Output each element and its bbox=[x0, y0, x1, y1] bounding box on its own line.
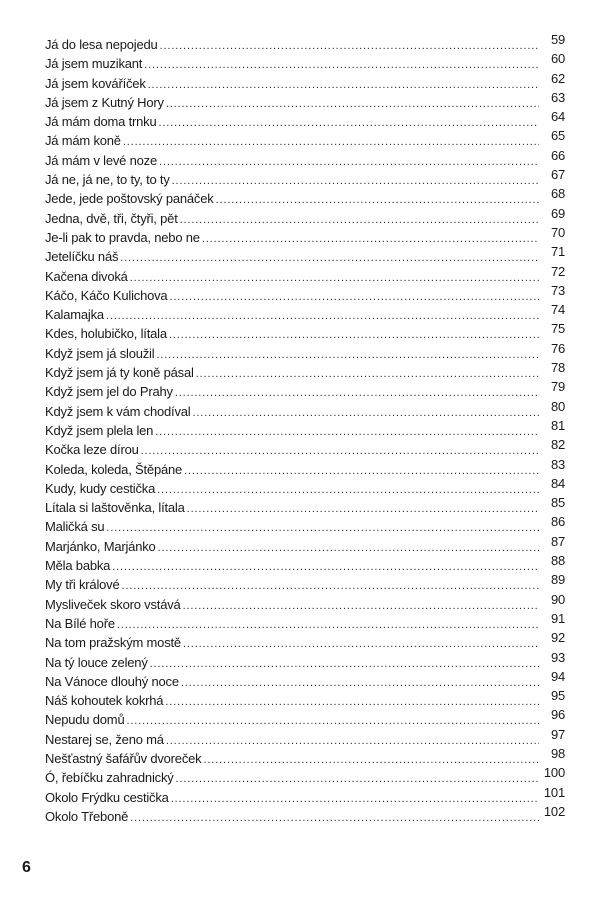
toc-entry-page: 97 bbox=[550, 726, 565, 742]
toc-entry bbox=[45, 591, 565, 614]
toc-entry-page: 87 bbox=[550, 533, 565, 549]
toc-entry-page: 94 bbox=[550, 668, 565, 684]
toc-entry bbox=[45, 475, 565, 498]
toc-entry bbox=[45, 745, 565, 768]
toc-entry-page: 74 bbox=[550, 302, 565, 318]
dot-leader bbox=[196, 365, 539, 384]
toc-entry bbox=[45, 263, 565, 286]
toc-entry-title: Na Bílé hoře bbox=[45, 615, 115, 631]
dot-leader bbox=[126, 712, 539, 731]
toc-entry bbox=[45, 630, 565, 652]
dot-leader bbox=[158, 539, 539, 558]
toc-entry bbox=[45, 668, 565, 691]
toc-entry-title: Já jsem z Kutný Hory bbox=[45, 94, 164, 110]
toc-entry bbox=[45, 32, 565, 54]
toc-entry bbox=[45, 340, 565, 363]
toc-entry-page: 79 bbox=[550, 379, 565, 395]
dot-leader bbox=[160, 37, 539, 56]
toc-entry bbox=[45, 379, 565, 401]
toc-entry-title: Nešťastný šafářův dvoreček bbox=[45, 750, 202, 766]
page-number: 6 bbox=[22, 859, 31, 876]
toc-entry-title: Když jsem já sloužil bbox=[45, 345, 155, 361]
toc-entry bbox=[45, 572, 565, 594]
toc-entry-page: 65 bbox=[550, 128, 565, 144]
toc-entry bbox=[45, 649, 565, 672]
dot-leader bbox=[156, 346, 539, 365]
toc-entry-page: 63 bbox=[550, 89, 565, 105]
dot-leader bbox=[130, 269, 539, 288]
toc-entry bbox=[45, 553, 565, 575]
toc-entry-page: 100 bbox=[543, 765, 565, 781]
dot-leader bbox=[184, 462, 539, 481]
dot-leader bbox=[183, 597, 539, 616]
toc-entry-title: Okolo Frýdku cestička bbox=[45, 789, 169, 805]
dot-leader bbox=[123, 133, 539, 152]
dot-leader bbox=[192, 404, 539, 423]
dot-leader bbox=[159, 153, 539, 172]
toc-entry bbox=[45, 302, 565, 324]
toc-entry bbox=[45, 224, 565, 247]
toc-entry bbox=[45, 456, 565, 479]
toc-entry bbox=[45, 321, 565, 343]
dot-leader bbox=[112, 558, 539, 577]
toc-entry-title: Mysliveček skoro vstává bbox=[45, 596, 181, 612]
dot-leader bbox=[166, 732, 539, 751]
toc-entry-page: 60 bbox=[550, 51, 565, 67]
dot-leader bbox=[181, 674, 539, 693]
dot-leader bbox=[155, 423, 539, 442]
toc-entry bbox=[45, 205, 565, 228]
toc-entry-title: Já jsem muzikant bbox=[45, 56, 143, 72]
dot-leader bbox=[171, 790, 539, 809]
toc-entry-page: 75 bbox=[550, 321, 565, 337]
dot-leader bbox=[150, 655, 539, 674]
toc-entry-page: 76 bbox=[550, 340, 565, 356]
toc-entry-title: Kačena divoká bbox=[45, 268, 128, 284]
toc-entry-title: Když jsem k vám chodíval bbox=[45, 403, 191, 419]
toc-entry bbox=[45, 726, 565, 749]
toc-entry-page: 95 bbox=[550, 688, 565, 704]
dot-leader bbox=[106, 307, 539, 326]
toc-entry-page: 84 bbox=[550, 475, 565, 491]
toc-entry bbox=[45, 186, 565, 208]
toc-entry-title: Maličká su bbox=[45, 519, 105, 535]
toc-entry-title: My tři králové bbox=[45, 577, 120, 593]
dot-leader bbox=[158, 114, 539, 133]
toc-entry-title: Já mám doma trnku bbox=[45, 114, 157, 130]
toc-entry-page: 86 bbox=[550, 514, 565, 530]
toc-entry-page: 93 bbox=[550, 649, 565, 665]
toc-entry bbox=[45, 109, 565, 131]
toc-entry-page: 88 bbox=[550, 553, 565, 569]
toc-entry-page: 83 bbox=[550, 456, 565, 472]
toc-entry bbox=[45, 70, 565, 93]
toc-entry-page: 64 bbox=[550, 109, 565, 125]
toc-entry-title: Kdes, holubičko, lítala bbox=[45, 326, 167, 342]
toc-entry-title: Jetelíčku náš bbox=[45, 249, 119, 265]
dot-leader bbox=[157, 481, 539, 500]
dot-leader bbox=[202, 230, 539, 249]
toc-entry-title: Měla babka bbox=[45, 558, 111, 574]
toc-entry bbox=[45, 89, 565, 112]
toc-entry bbox=[45, 167, 565, 189]
toc-entry-title: Koleda, koleda, Štěpáne bbox=[45, 461, 183, 477]
toc-entry-page: 91 bbox=[550, 610, 565, 626]
toc-entry-page: 98 bbox=[550, 745, 565, 761]
toc-entry-title: Když jsem plela len bbox=[45, 422, 154, 438]
toc-entry-title: Je-li pak to pravda, nebo ne bbox=[45, 229, 200, 245]
toc-entry-page: 59 bbox=[550, 32, 565, 47]
toc-entry-page: 82 bbox=[550, 437, 565, 453]
toc-entry-title: Já jsem kováříček bbox=[45, 75, 146, 91]
toc-entry bbox=[45, 51, 565, 73]
table-of-contents bbox=[45, 32, 565, 826]
toc-entry-title: Jede, jede poštovský panáček bbox=[45, 191, 214, 207]
toc-entry-title: Jedna, dvě, tři, čtyři, pět bbox=[45, 210, 178, 226]
toc-entry-page: 89 bbox=[550, 572, 565, 588]
toc-entry-title: Kudy, kudy cestička bbox=[45, 480, 156, 496]
toc-entry-page: 69 bbox=[550, 205, 565, 221]
toc-entry-title: Na Vánoce dlouhý noce bbox=[45, 673, 179, 689]
toc-entry bbox=[45, 688, 565, 710]
dot-leader bbox=[141, 442, 539, 461]
dot-leader bbox=[106, 519, 539, 538]
toc-entry-page: 70 bbox=[550, 224, 565, 240]
dot-leader bbox=[183, 635, 539, 654]
toc-entry bbox=[45, 514, 565, 536]
toc-entry bbox=[45, 495, 565, 517]
toc-entry bbox=[45, 244, 565, 266]
toc-entry bbox=[45, 360, 565, 382]
toc-entry-page: 96 bbox=[550, 707, 565, 723]
toc-entry-title: Káčo, Káčo Kulichova bbox=[45, 287, 168, 303]
dot-leader bbox=[169, 288, 539, 307]
dot-leader bbox=[203, 751, 539, 770]
toc-entry-title: Já do lesa nepojedu bbox=[45, 37, 158, 52]
dot-leader bbox=[166, 95, 539, 114]
toc-entry-title: Kalamajka bbox=[45, 307, 104, 323]
toc-entry-page: 73 bbox=[550, 282, 565, 298]
toc-entry-title: Kočka leze dírou bbox=[45, 442, 139, 458]
dot-leader bbox=[144, 56, 539, 75]
toc-entry-title: Okolo Třeboně bbox=[45, 808, 129, 824]
toc-entry-title: Ó, řebíčku zahradnický bbox=[45, 770, 174, 786]
dot-leader bbox=[175, 384, 539, 403]
dot-leader bbox=[122, 577, 540, 596]
toc-entry-title: Marjánko, Marjánko bbox=[45, 538, 156, 554]
dot-leader bbox=[172, 172, 539, 191]
dot-leader bbox=[180, 211, 539, 230]
toc-entry bbox=[45, 437, 565, 459]
toc-entry-title: Na tý louce zelený bbox=[45, 654, 148, 670]
dot-leader bbox=[187, 500, 539, 519]
toc-entry-page: 81 bbox=[550, 417, 565, 433]
toc-entry bbox=[45, 417, 565, 440]
dot-leader bbox=[148, 76, 539, 95]
toc-entry-page: 80 bbox=[550, 398, 565, 414]
toc-entry bbox=[45, 610, 565, 633]
toc-entry-title: Když jsem jel do Prahy bbox=[45, 384, 173, 400]
dot-leader bbox=[169, 326, 539, 345]
toc-entry bbox=[45, 707, 565, 729]
toc-entry-page: 62 bbox=[550, 70, 565, 86]
toc-entry bbox=[45, 147, 565, 170]
toc-entry-page: 68 bbox=[550, 186, 565, 202]
dot-leader bbox=[176, 770, 539, 789]
toc-entry bbox=[45, 803, 565, 826]
toc-entry-page: 71 bbox=[550, 244, 565, 260]
dot-leader bbox=[120, 249, 539, 268]
dot-leader bbox=[130, 809, 539, 828]
toc-entry-page: 85 bbox=[550, 495, 565, 511]
toc-entry-title: Já mám v levé noze bbox=[45, 152, 158, 168]
toc-entry bbox=[45, 765, 565, 787]
toc-entry-page: 92 bbox=[550, 630, 565, 646]
toc-entry-page: 101 bbox=[543, 784, 565, 800]
toc-entry bbox=[45, 533, 565, 556]
toc-entry-page: 78 bbox=[550, 360, 565, 376]
toc-entry-page: 90 bbox=[550, 591, 565, 607]
toc-entry-title: Nestarej se, ženo má bbox=[45, 731, 164, 747]
toc-entry-title: Náš kohoutek kokrhá bbox=[45, 693, 164, 709]
toc-entry bbox=[45, 398, 565, 421]
toc-entry-page: 67 bbox=[550, 167, 565, 183]
toc-entry-title: Nepudu domů bbox=[45, 712, 125, 728]
dot-leader bbox=[165, 693, 539, 712]
toc-entry-title: Já ne, já ne, to ty, to ty bbox=[45, 172, 170, 188]
toc-entry-page: 72 bbox=[550, 263, 565, 279]
toc-entry bbox=[45, 784, 565, 807]
toc-entry-title: Když jsem já ty koně pásal bbox=[45, 365, 194, 381]
toc-entry-page: 66 bbox=[550, 147, 565, 163]
toc-entry-page: 102 bbox=[543, 803, 565, 819]
toc-entry-title: Já mám koně bbox=[45, 133, 121, 149]
toc-entry bbox=[45, 128, 565, 150]
toc-entry-title: Lítala si laštověnka, lítala bbox=[45, 500, 185, 516]
dot-leader bbox=[216, 191, 539, 210]
toc-entry bbox=[45, 282, 565, 305]
toc-entry-title: Na tom pražským mostě bbox=[45, 635, 181, 651]
